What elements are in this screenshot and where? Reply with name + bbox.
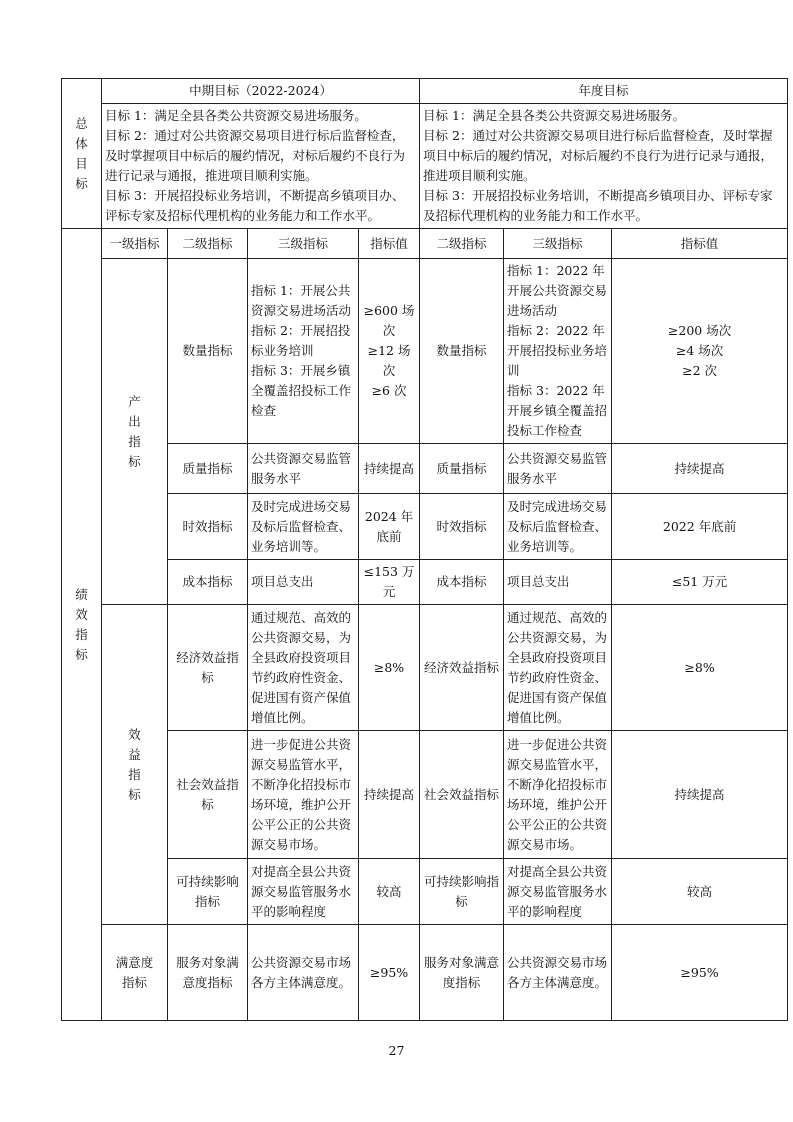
annual-goals bbox=[420, 104, 788, 229]
level3-cell: 对提高全县公共资源交易监管服务水平的影响程度 bbox=[504, 859, 612, 925]
level3-cell: 对提高全县公共资源交易监管服务水平的影响程度 bbox=[248, 859, 359, 925]
level2-cell: 可持续影响指标 bbox=[420, 859, 504, 925]
value-cell: 较高 bbox=[612, 859, 788, 925]
level2-cell: 数量指标 bbox=[168, 259, 248, 444]
level2-cell: 时效指标 bbox=[420, 494, 504, 560]
mid-goal-2: 目标 2：通过对公共资源交易项目进行标后监督检查，及时掌握项目中标后的履约情况，对标后履约不良行为进行记录与通报，推进项目顺利实施。 bbox=[105, 128, 406, 183]
satisfaction-indicator-label: 满意度指标 bbox=[102, 925, 168, 1021]
level2-cell: 服务对象满意度指标 bbox=[420, 925, 504, 1021]
level3-cell: 进一步促进公共资源交易监管水平，不断净化招投标市场环境，维护公开公平公正的公共资源交易市场。 bbox=[248, 731, 359, 859]
level3-cell: 项目总支出 bbox=[504, 560, 612, 605]
value-cell: ≥95% bbox=[612, 925, 788, 1021]
value-cell: 2022 年底前 bbox=[612, 494, 788, 560]
level2-cell: 可持续影响指标 bbox=[168, 859, 248, 925]
level3-cell: 及时完成进场交易及标后监督检查、业务培训等。 bbox=[248, 494, 359, 560]
header-level1: 一级指标 bbox=[102, 229, 168, 259]
benefit-indicator-label: 效益指标 bbox=[102, 605, 168, 925]
table-row bbox=[62, 731, 788, 859]
document-page bbox=[61, 78, 787, 1021]
table-row bbox=[62, 859, 788, 925]
level3-cell: 公共资源交易监管服务水平 bbox=[248, 444, 359, 494]
level2-cell: 时效指标 bbox=[168, 494, 248, 560]
level3-cell: 通过规范、高效的公共资源交易，为全县政府投资项目节约政府性资金、促进国有资产保值增值比例。 bbox=[504, 605, 612, 731]
value-cell: ≤51 万元 bbox=[612, 560, 788, 605]
value-cell: 较高 bbox=[359, 859, 420, 925]
year-goal-3: 目标 3：开展招投标业务培训，不断提高乡镇项目办、评标专家及招标代理机构的业务能力和工作水平。 bbox=[423, 188, 773, 223]
level3-cell: 进一步促进公共资源交易监管水平，不断净化招投标市场环境，维护公开公平公正的公共资源交易市场。 bbox=[504, 731, 612, 859]
overall-goal-row bbox=[62, 104, 788, 229]
table-row bbox=[62, 560, 788, 605]
value-cell: ≥600 场次 ≥12 场次 ≥6 次 bbox=[359, 259, 420, 444]
value-cell: 持续提高 bbox=[359, 444, 420, 494]
table-row bbox=[62, 605, 788, 731]
header-year-level3: 三级指标 bbox=[504, 229, 612, 259]
value-cell: ≥200 场次 ≥4 场次 ≥2 次 bbox=[612, 259, 788, 444]
header-mid-value: 指标值 bbox=[359, 229, 420, 259]
value-cell: ≥8% bbox=[612, 605, 788, 731]
annual-header: 年度目标 bbox=[420, 79, 788, 104]
value-cell: 持续提高 bbox=[612, 444, 788, 494]
output-indicator-label: 产出指标 bbox=[102, 259, 168, 605]
value-cell: 2024 年底前 bbox=[359, 494, 420, 560]
level3-cell: 公共资源交易市场各方主体满意度。 bbox=[504, 925, 612, 1021]
table-row bbox=[62, 494, 788, 560]
level2-cell: 经济效益指标 bbox=[168, 605, 248, 731]
year-goal-2: 目标 2：通过对公共资源交易项目进行标后监督检查，及时掌握项目中标后的履约情况，对标后履约不良行为进行记录与通报，推进项目顺利实施。 bbox=[423, 128, 774, 183]
level3-cell: 公共资源交易监管服务水平 bbox=[504, 444, 612, 494]
level2-cell: 社会效益指标 bbox=[168, 731, 248, 859]
level2-cell: 质量指标 bbox=[420, 444, 504, 494]
overall-header-row bbox=[62, 79, 788, 104]
header-year-level2: 二级指标 bbox=[420, 229, 504, 259]
level3-cell: 指标 1：开展公共资源交易进场活动 指标 2：开展招投标业务培训 指标 3：开展乡镇全覆盖招投标工作检查 bbox=[248, 259, 359, 444]
performance-indicator-label: 绩效指标 bbox=[62, 229, 102, 1021]
value-cell: ≥95% bbox=[359, 925, 420, 1021]
mid-goal-1: 目标 1：满足全县各类公共资源交易进场服务。 bbox=[105, 108, 367, 123]
level2-cell: 数量指标 bbox=[420, 259, 504, 444]
value-cell: ≤153 万元 bbox=[359, 560, 420, 605]
header-year-value: 指标值 bbox=[612, 229, 788, 259]
table-row bbox=[62, 925, 788, 1021]
mid-term-goals bbox=[102, 104, 420, 229]
level3-cell: 及时完成进场交易及标后监督检查、业务培训等。 bbox=[504, 494, 612, 560]
year-goal-1: 目标 1：满足全县各类公共资源交易进场服务。 bbox=[423, 108, 685, 123]
table-row bbox=[62, 259, 788, 444]
level2-cell: 经济效益指标 bbox=[420, 605, 504, 731]
overall-goal-label: 总体目标 bbox=[62, 79, 102, 229]
header-mid-level2: 二级指标 bbox=[168, 229, 248, 259]
level2-cell: 成本指标 bbox=[420, 560, 504, 605]
level2-cell: 成本指标 bbox=[168, 560, 248, 605]
value-cell: 持续提高 bbox=[612, 731, 788, 859]
level3-cell: 通过规范、高效的公共资源交易，为全县政府投资项目节约政府性资金、促进国有资产保值增值比例。 bbox=[248, 605, 359, 731]
indicator-header-row bbox=[62, 229, 788, 259]
header-mid-level3: 三级指标 bbox=[248, 229, 359, 259]
level3-cell: 指标 1：2022 年开展公共资源交易进场活动 指标 2：2022 年开展招投标业务培训 指标 3：2022 年开展乡镇全覆盖招投标工作检查 bbox=[504, 259, 612, 444]
level3-cell: 项目总支出 bbox=[248, 560, 359, 605]
performance-target-table bbox=[61, 78, 788, 1021]
level2-cell: 社会效益指标 bbox=[420, 731, 504, 859]
mid-term-header: 中期目标（2022-2024） bbox=[102, 79, 420, 104]
level2-cell: 质量指标 bbox=[168, 444, 248, 494]
value-cell: 持续提高 bbox=[359, 731, 420, 859]
mid-goal-3: 目标 3：开展招投标业务培训，不断提高乡镇项目办、评标专家及招标代理机构的业务能力和工作水平。 bbox=[105, 188, 405, 223]
value-cell: ≥8% bbox=[359, 605, 420, 731]
level2-cell: 服务对象满意度指标 bbox=[168, 925, 248, 1021]
level3-cell: 公共资源交易市场各方主体满意度。 bbox=[248, 925, 359, 1021]
table-row bbox=[62, 444, 788, 494]
page-number: 27 bbox=[388, 1043, 405, 1058]
